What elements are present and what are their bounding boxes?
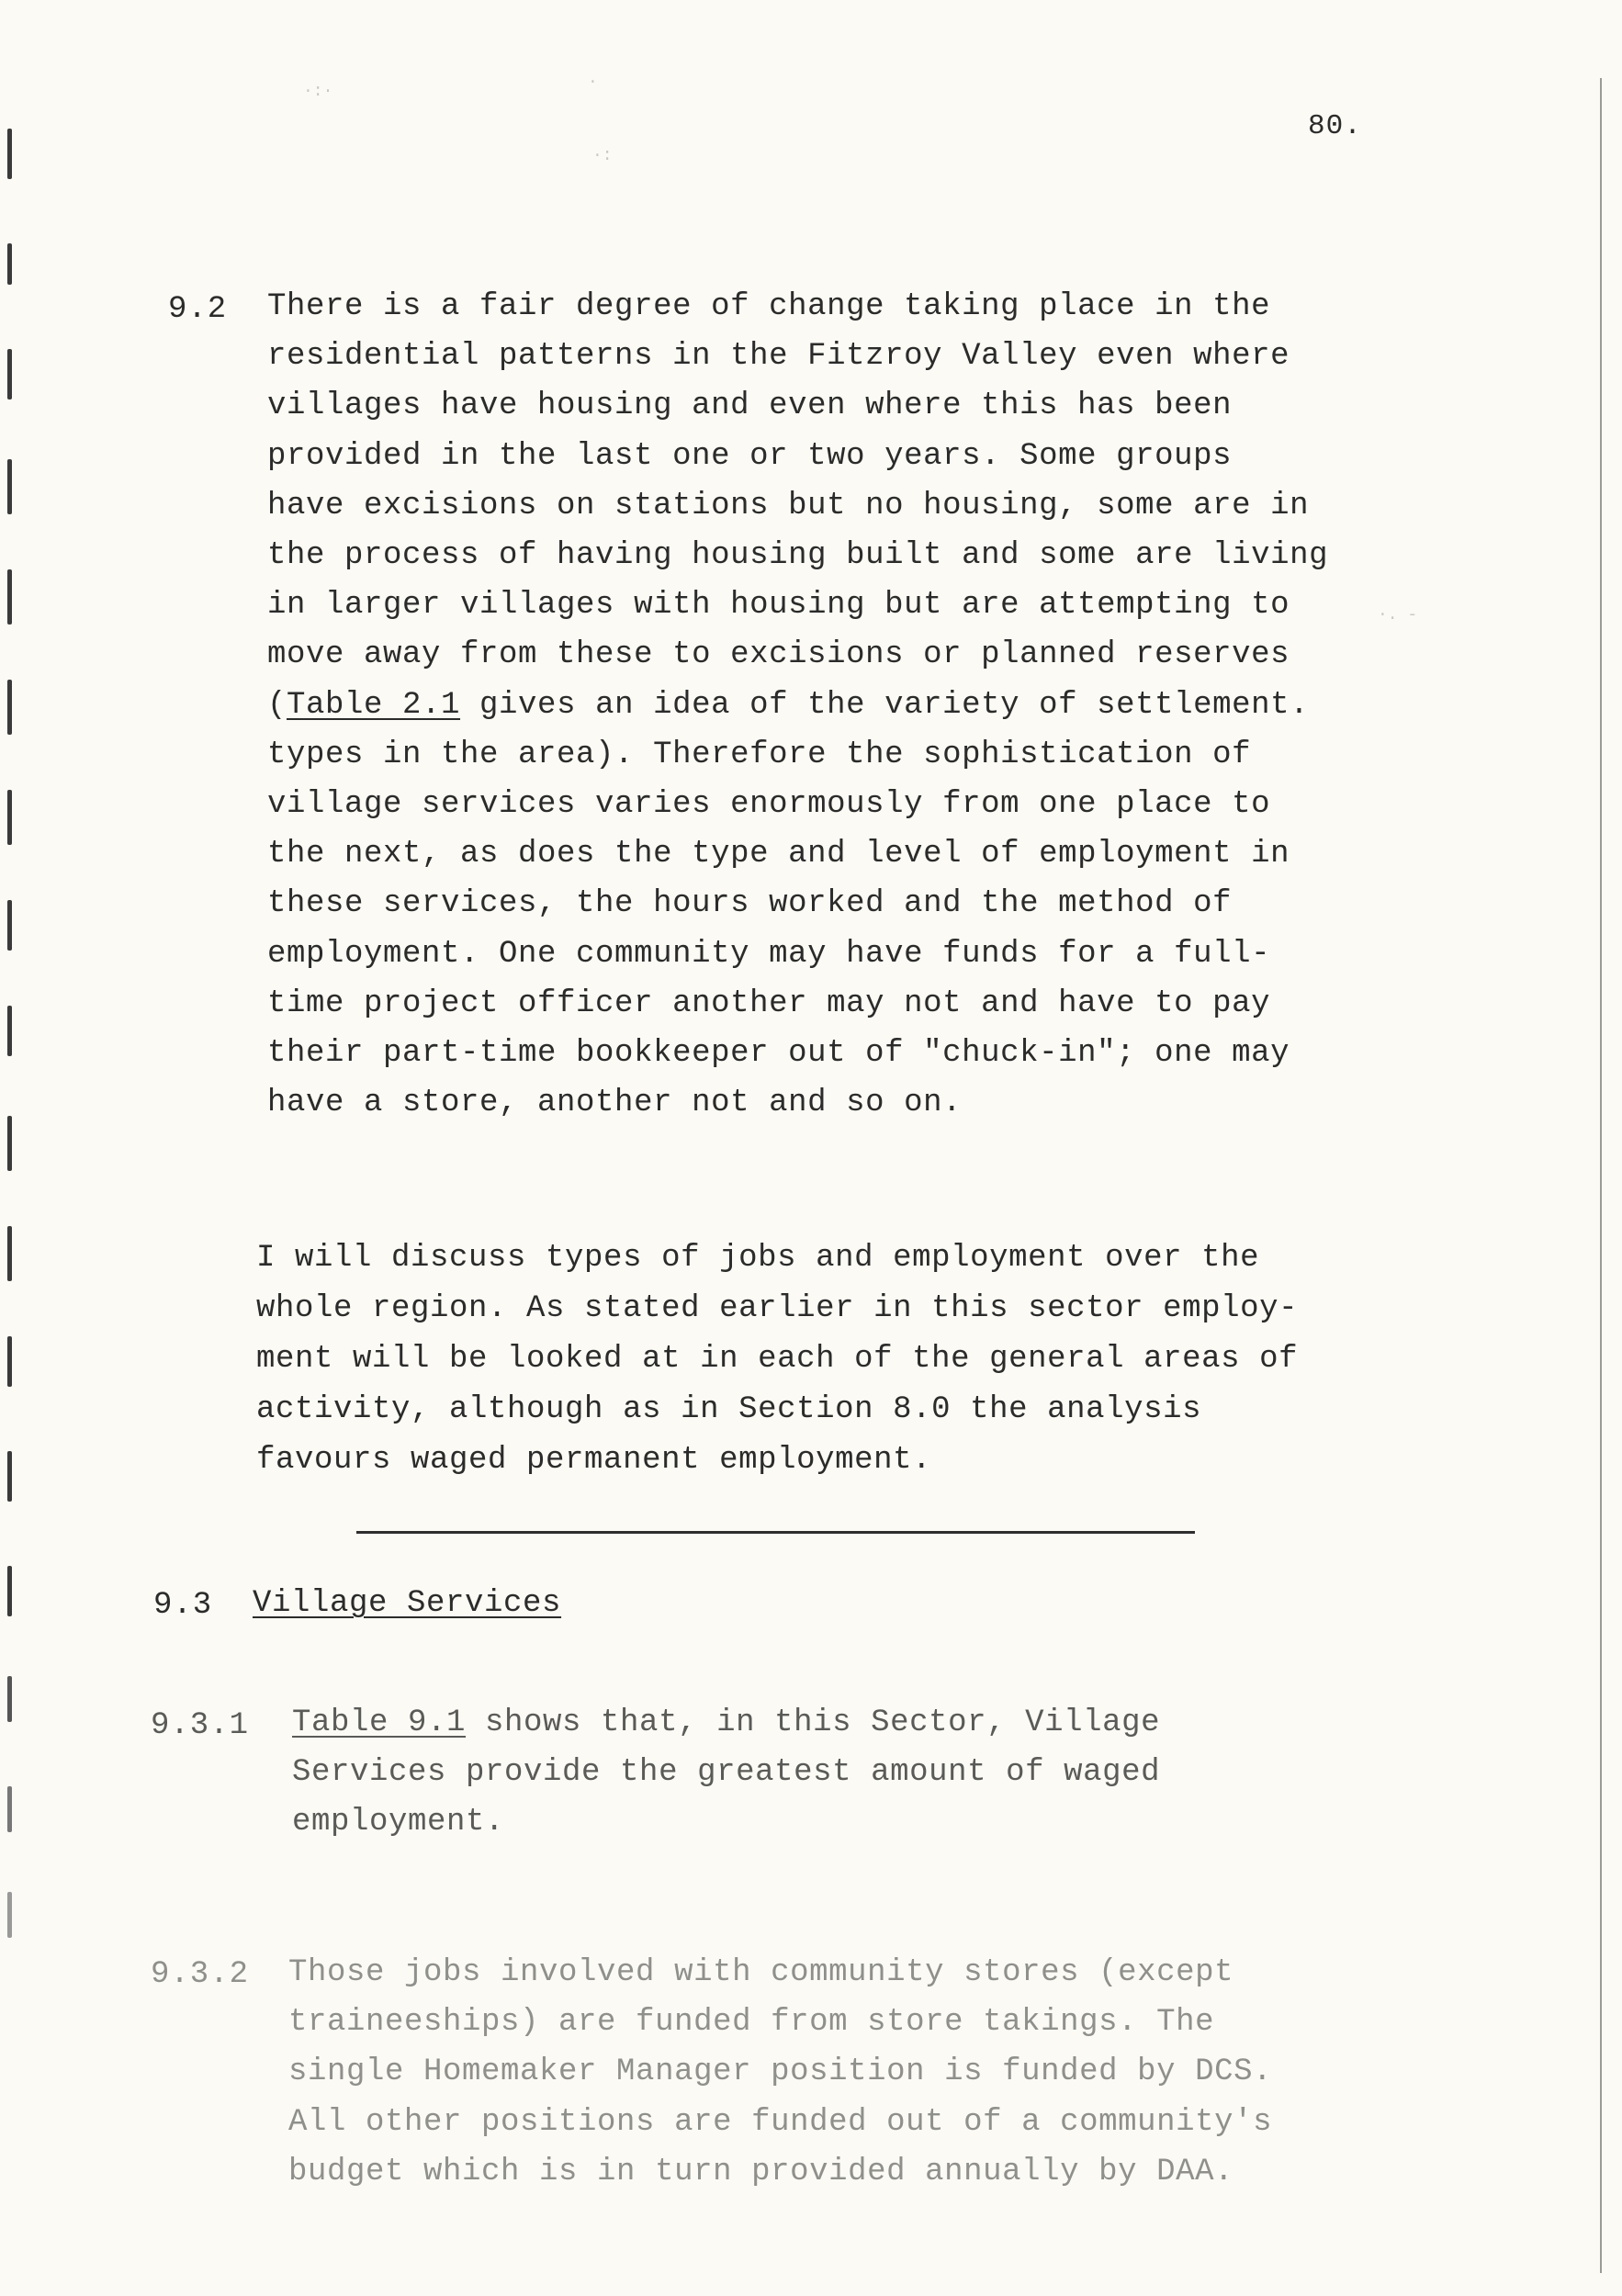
- scan-speck: ·:·: [303, 83, 333, 101]
- scan-speck: ·:: [592, 147, 613, 165]
- text-line: their part-time bookkeeper out of "chuck-in"; one may: [267, 1036, 1290, 1072]
- section-number: 9.3.2: [151, 1957, 250, 1992]
- text-line: Those jobs involved with community stores (except: [288, 1955, 1234, 1990]
- section-number: 9.3: [153, 1588, 213, 1623]
- binding-mark: [7, 1566, 12, 1616]
- text-line: favours waged permanent employment.: [256, 1443, 932, 1478]
- text-line: I will discuss types of jobs and employment over the: [256, 1241, 1260, 1276]
- text-line: employment.: [292, 1805, 505, 1840]
- section-9-3-2-body: [288, 1948, 1272, 2197]
- text-line: the next, as does the type and level of employment in: [267, 837, 1290, 872]
- section-9-3-1-body: [292, 1698, 1160, 1848]
- table-reference: Table 9.1: [292, 1705, 467, 1740]
- section-heading: [253, 1579, 561, 1628]
- section-number: 9.3.1: [151, 1708, 250, 1743]
- page-number: 80.: [1308, 110, 1362, 142]
- binding-mark: [7, 243, 12, 285]
- text-line: have excisions on stations but no housing, some are in: [267, 488, 1310, 523]
- text-line: (Table 2.1 gives an idea of the variety of settlement.: [267, 687, 1310, 723]
- text-line: these services, the hours worked and the method of: [267, 886, 1233, 922]
- text-line: types in the area). Therefore the sophistication of: [267, 737, 1252, 772]
- binding-mark: [7, 790, 12, 845]
- binding-mark: [7, 459, 12, 514]
- text-line: All other positions are funded out of a community's: [288, 2104, 1273, 2140]
- section-9-2-continuation: [256, 1233, 1298, 1486]
- binding-mark: [7, 1116, 12, 1171]
- text-line: provided in the last one or two years. Some groups: [267, 438, 1233, 474]
- binding-mark: [7, 569, 12, 625]
- text-line: move away from these to excisions or planned reserves: [267, 637, 1290, 673]
- text-line: whole region. As stated earlier in this sector employ-: [256, 1291, 1299, 1326]
- binding-mark: [7, 1451, 12, 1502]
- binding-mark: [7, 1786, 12, 1832]
- binding-mark: [7, 900, 12, 951]
- text-line: the process of having housing built and some are living: [267, 538, 1329, 574]
- binding-mark: [7, 349, 12, 400]
- binding-mark: [7, 1226, 12, 1281]
- text-line: village services varies enormously from one place to: [267, 787, 1271, 823]
- text-line: employment. One community may have funds for a full-: [267, 936, 1271, 972]
- page-edge-line: [1600, 78, 1602, 2273]
- text-line: ment will be looked at in each of the general areas of: [256, 1342, 1299, 1377]
- text-line: single Homemaker Manager position is funded by DCS.: [288, 2054, 1273, 2090]
- binding-mark: [7, 1006, 12, 1056]
- text-line: in larger villages with housing but are attempting to: [267, 588, 1290, 624]
- binding-mark: [7, 129, 12, 179]
- text-fragment: shows that, in this Sector, Village: [466, 1705, 1161, 1740]
- binding-mark: [7, 1676, 12, 1722]
- text-line: [292, 1698, 1160, 1748]
- binding-mark: [7, 1336, 12, 1387]
- binding-mark: [7, 1892, 12, 1938]
- section-number: 9.2: [168, 292, 228, 327]
- text-fragment: gives an idea of the variety of settlement.: [460, 687, 1310, 723]
- text-line: residential patterns in the Fitzroy Valley even where: [267, 339, 1290, 375]
- section-divider: [356, 1531, 1195, 1534]
- section-title: Village Services: [253, 1586, 562, 1621]
- text-line: time project officer another may not and have to pay: [267, 985, 1271, 1021]
- binding-mark: [7, 680, 12, 735]
- scan-speck: ·: [588, 73, 598, 92]
- text-line: There is a fair degree of change taking place in the: [267, 289, 1271, 324]
- text-line: have a store, another not and so on.: [267, 1086, 963, 1121]
- section-9-2-body: [267, 282, 1328, 1128]
- table-reference: Table 2.1: [287, 687, 461, 723]
- text-line: traineeships) are funded from store takings. The: [288, 2005, 1215, 2041]
- text-line: villages have housing and even where this has been: [267, 388, 1233, 424]
- text-line: activity, although as in Section 8.0 the analysis: [256, 1392, 1202, 1427]
- text-line: budget which is in turn provided annually by DAA.: [288, 2154, 1234, 2189]
- scan-speck: ·. -: [1378, 606, 1418, 625]
- text-line: Services provide the greatest amount of waged: [292, 1755, 1161, 1791]
